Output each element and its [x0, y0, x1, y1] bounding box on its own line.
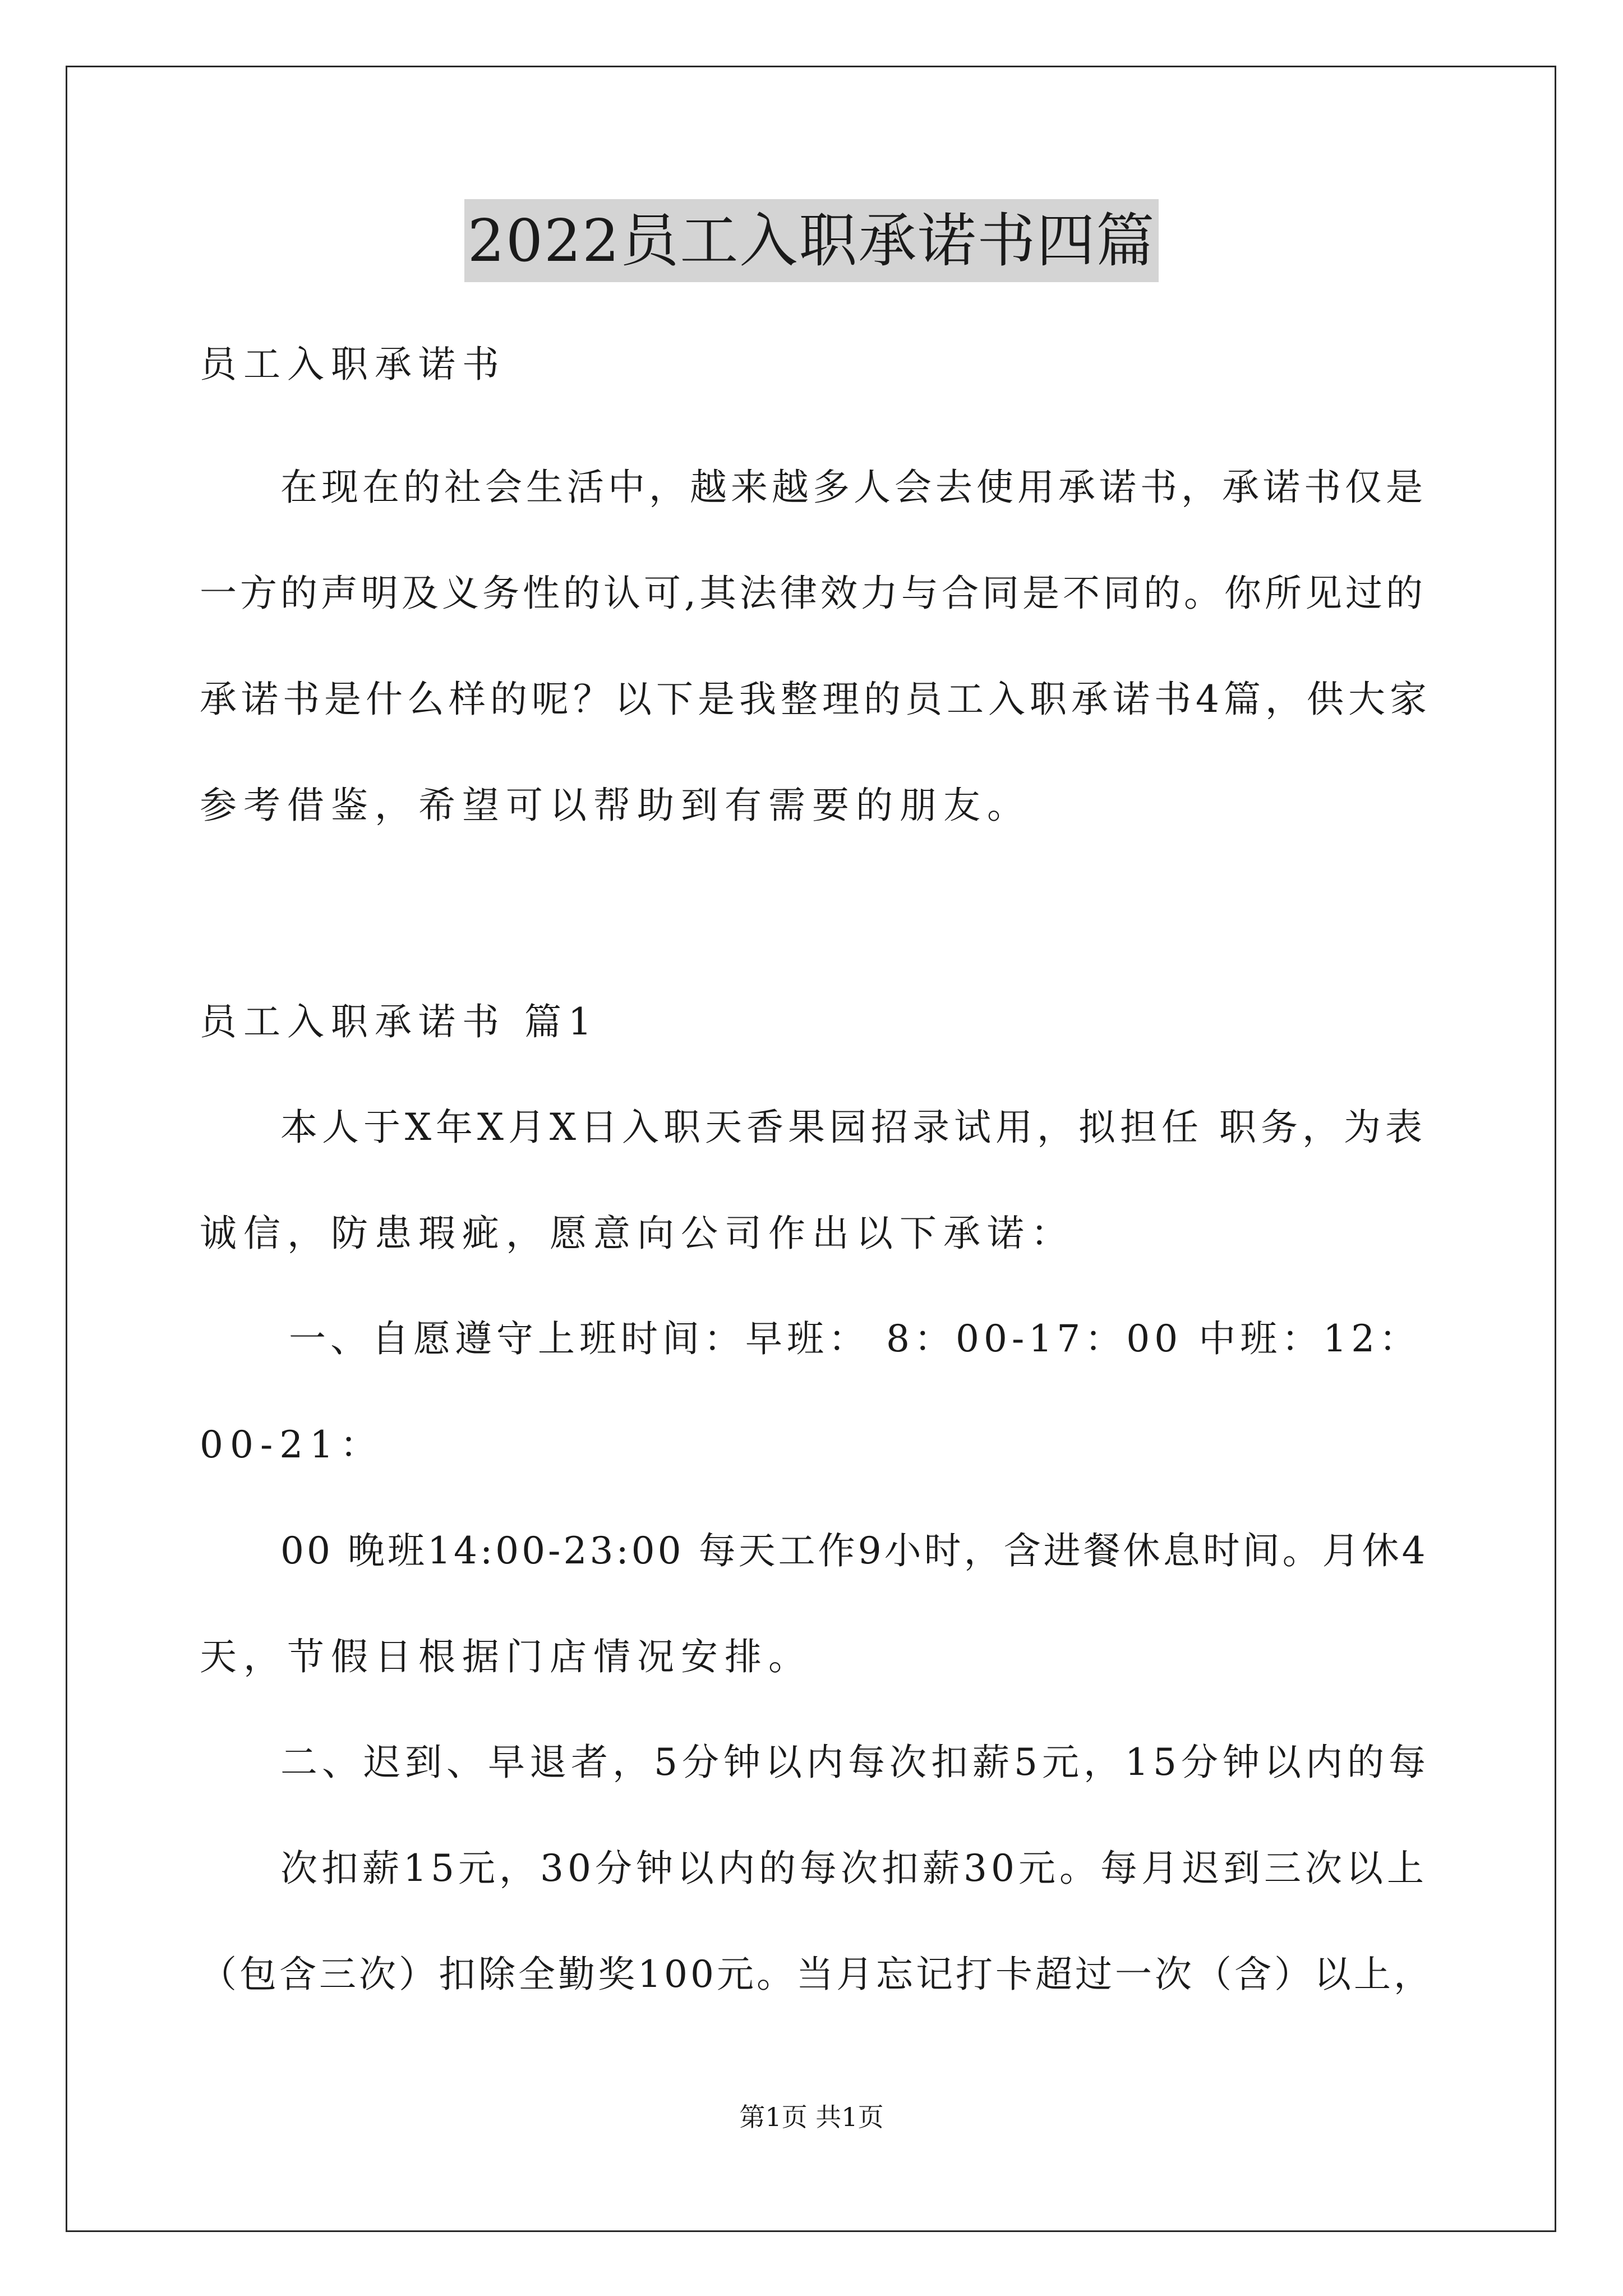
paragraph-line: 在现在的社会生活中，越来越多人会去使用承诺书，承诺书仅是 — [280, 466, 1427, 509]
paragraph-line: 00 晚班14:00-23:00 每天工作9小时，含进餐休息时间。月休4 — [280, 1529, 1428, 1572]
section-heading: 员工入职承诺书 — [200, 343, 506, 386]
paragraph-line: 天，节假日根据门店情况安排。 — [200, 1635, 812, 1678]
paragraph-line: 参考借鉴，希望可以帮助到有需要的朋友。 — [200, 784, 1031, 827]
paragraph-line: 诚信，防患瑕疵，愿意向公司作出以下承诺： — [200, 1212, 1075, 1255]
section-heading: 员工入职承诺书 篇1 — [200, 1000, 598, 1043]
paragraph-line: （包含三次）扣除全勤奖100元。当月忘记打卡超过一次（含）以上， — [200, 1953, 1433, 1996]
paragraph-line: 承诺书是什么样的呢？以下是我整理的员工入职承诺书4篇，供大家 — [200, 678, 1431, 721]
paragraph-line: 次扣薪15元，30分钟以内的每次扣薪30元。每月迟到三次以上 — [280, 1847, 1428, 1890]
paragraph-line: 一、自愿遵守上班时间：早班： 8：00-17：00 中班：12： — [289, 1317, 1421, 1360]
title-row — [0, 199, 1623, 282]
paragraph-line: 二、迟到、早退者，5分钟以内每次扣薪5元，15分钟以内的每 — [280, 1741, 1430, 1784]
paragraph-line: 00-21： — [200, 1423, 384, 1466]
paragraph-line: 本人于X年X月X日入职天香果园招录试用，拟担任 职务，为表 — [280, 1106, 1427, 1149]
document-title: 2022员工入职承诺书四篇 — [464, 199, 1159, 282]
paragraph-line: 一方的声明及义务性的认可,其法律效力与合同是不同的。你所见过的 — [200, 572, 1426, 615]
page-footer: 第1页 共1页 — [739, 2102, 884, 2132]
